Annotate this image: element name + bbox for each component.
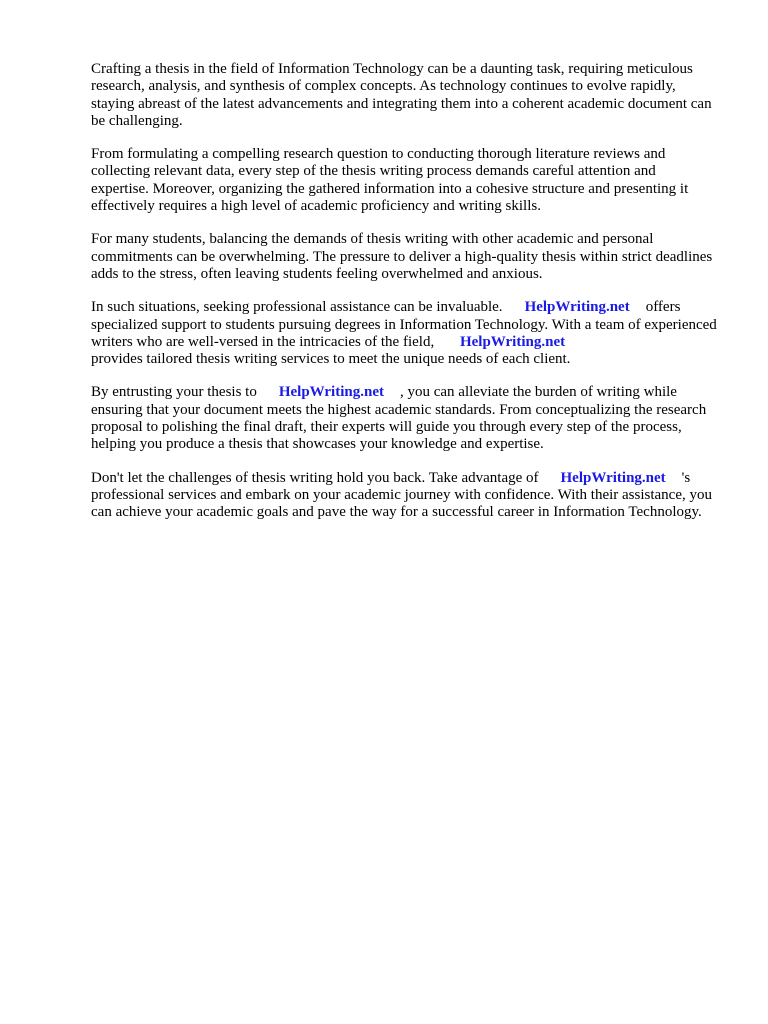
document-page [91,61,717,538]
helpwriting-link[interactable]: HelpWriting.net [560,469,666,486]
paragraph-text: From formulating a compelling research question to conducting thorough literature reviews and collecting relevant data, every step of the thesis writing process demands careful attention and expertise. Moreover, organizing the gathered information into a cohesive structure and presenting it effectively requires a high level of academic proficiency and writing skills. [91,146,689,215]
helpwriting-link[interactable]: HelpWriting.net [524,299,630,316]
paragraph-text: offers specialized support to students pursuing degrees in Information Technology. With a team of experienced writers who are well-versed in the intricacies of the field, [91,299,717,350]
paragraph-entrusting [91,384,717,453]
paragraph-intro [91,61,717,130]
paragraph-process [91,146,717,215]
helpwriting-link[interactable]: HelpWriting.net [278,384,384,401]
paragraph-text: Don't let the challenges of thesis writing hold you back. Take advantage of [91,469,539,486]
paragraph-text: , you can alleviate the burden of writing while ensuring that your document meets the highest academic standards. From conceptualizing the research proposal to polishing the final draft, their experts will guide you through every step of the process, helping you produce a thesis that showcases your knowledge and expertise. [91,384,707,453]
paragraph-text: provides tailored thesis writing services to meet the unique needs of each client. [91,351,571,368]
paragraph-text: 's professional services and embark on your academic journey with confidence. With their assistance, you can achieve your academic goals and pave the way for a successful career in Information Technology. [91,469,712,521]
paragraph-text: For many students, balancing the demands of thesis writing with other academic and personal commitments can be overwhelming. The pressure to deliver a high-quality thesis within strict deadlines adds to the stress, often leaving students feeling overwhelmed and anxious. [91,231,713,282]
helpwriting-link[interactable]: HelpWriting.net [459,333,566,350]
paragraph-conclusion [91,470,717,522]
paragraph-assistance [91,299,717,368]
paragraph-pressure [91,231,717,283]
paragraph-text: In such situations, seeking professional assistance can be invaluable. [91,299,503,316]
paragraph-text: Crafting a thesis in the field of Information Technology can be a daunting task, requiring meticulous research, analysis, and synthesis of complex concepts. As technology continues to evolve rapidly, staying abreast of the latest advancements and integrating them into a coherent academic document can be challenging. [91,61,712,129]
paragraph-text: By entrusting your thesis to [91,384,257,401]
